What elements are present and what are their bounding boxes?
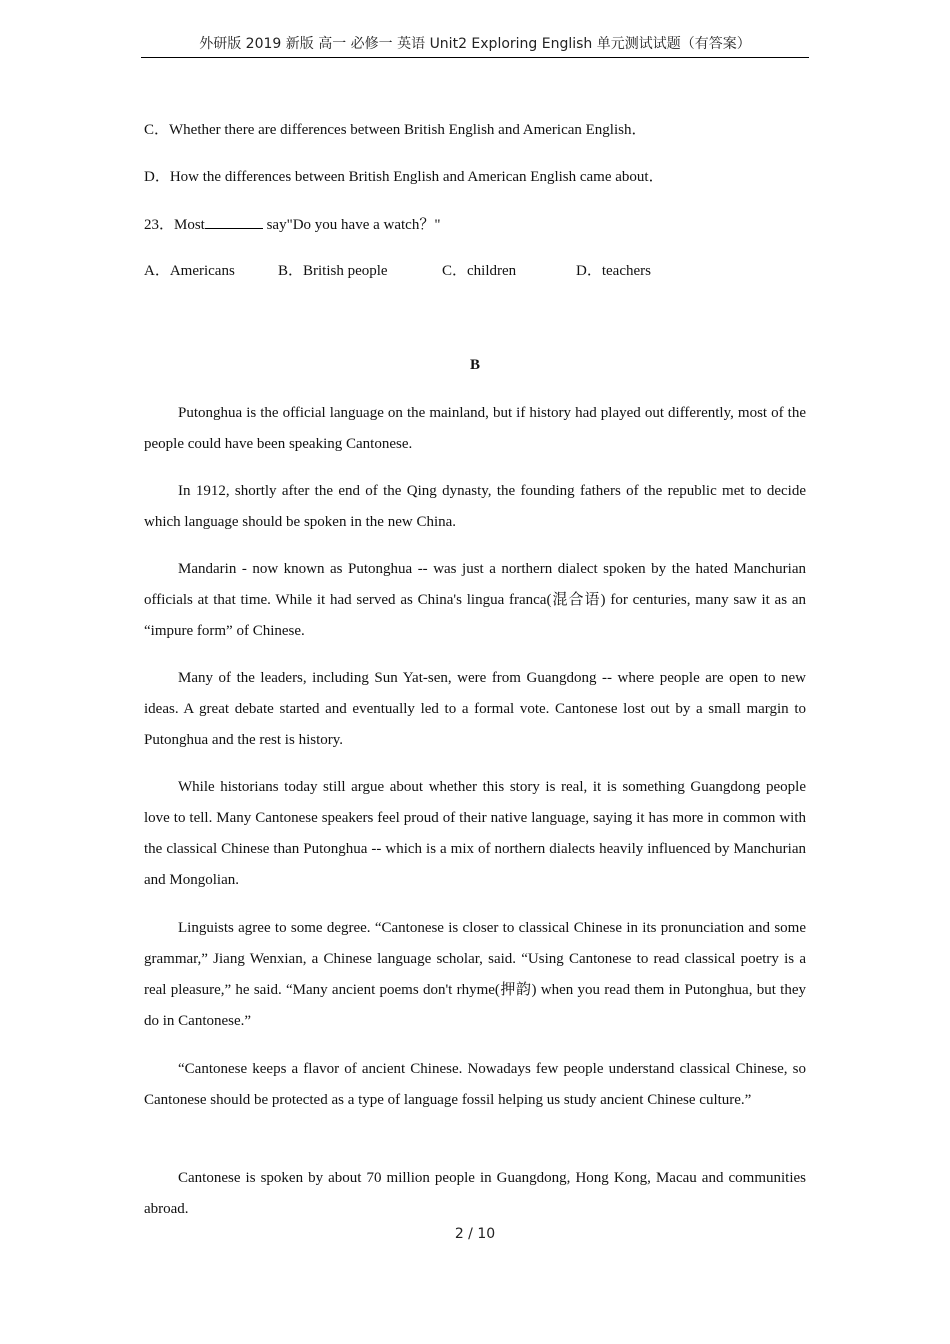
passage-paragraph-5: While historians today still argue about whether this story is real, it is something Guangdong people love to tell. Many Cantonese speakers feel proud of their native language, saying it has more in common with the classical Chinese than Putonghua -- which is a mix of northern dialects heavily influenced by Manchurian and Mongolian. <box>144 779 806 888</box>
question-23-prefix: 23．Most <box>144 217 205 233</box>
passage-paragraph-2: In 1912, shortly after the end of the Qing dynasty, the founding fathers of the republic met to decide which language should be spoken in the new China. <box>144 483 806 530</box>
question-22-option-c: C．Whether there are differences between British English and American English． <box>144 122 647 138</box>
section-b-title: B <box>469 357 480 373</box>
passage-paragraph-8: Cantonese is spoken by about 70 million people in Guangdong, Hong Kong, Macau and communities abroad. <box>144 1170 806 1217</box>
question-23-suffix: say"Do you have a watch？" <box>262 217 441 233</box>
question-23-option-a: A．Americans <box>144 263 235 279</box>
question-23-options <box>144 261 806 281</box>
passage-paragraph-3: Mandarin - now known as Putonghua -- was just a northern dialect spoken by the hated Manchurian officials at that time. While it had served as China's lingua franca(混合语) for centuries, many saw it as an “impure form” of Chinese. <box>144 561 806 639</box>
passage-paragraph-6: Linguists agree to some degree. “Cantonese is closer to classical Chinese in its pronunciation and some grammar,” Jiang Wenxian, a Chinese language scholar, said. “Using Cantonese to read classical poetry is a real pleasure,” he said. “Many ancient poems don't rhyme(押韵) when you read them in Putonghua, but they do in Cantonese.” <box>144 920 806 1029</box>
question-23-option-c: C．children <box>442 263 517 279</box>
answer-blank <box>205 214 263 229</box>
passage-paragraph-4: Many of the leaders, including Sun Yat-sen, were from Guangdong -- where people are open to new ideas. A great debate started and eventually led to a formal vote. Cantonese lost out by a small margin to Putonghua and the rest is history. <box>144 670 806 748</box>
header-divider <box>141 57 809 58</box>
page-number: 2 / 10 <box>454 1226 496 1242</box>
question-23-option-d: D．teachers <box>576 263 651 279</box>
page-header-title: 外研版 2019 新版 高一 必修一 英语 Unit2 Exploring English 单元测试试题（有答案） <box>199 36 751 52</box>
passage-paragraph-1: Putonghua is the official language on the mainland, but if history had played out differently, most of the people could have been speaking Cantonese. <box>144 405 806 452</box>
passage-paragraph-7: “Cantonese keeps a flavor of ancient Chinese. Nowadays few people understand classical Chinese, so Cantonese should be protected as a type of language fossil helping us study ancient Chinese culture.” <box>144 1061 806 1108</box>
question-23-stem <box>144 214 806 235</box>
question-23-option-b: B．British people <box>278 263 388 279</box>
question-22-option-d: D．How the differences between British English and American English came about． <box>144 169 664 185</box>
